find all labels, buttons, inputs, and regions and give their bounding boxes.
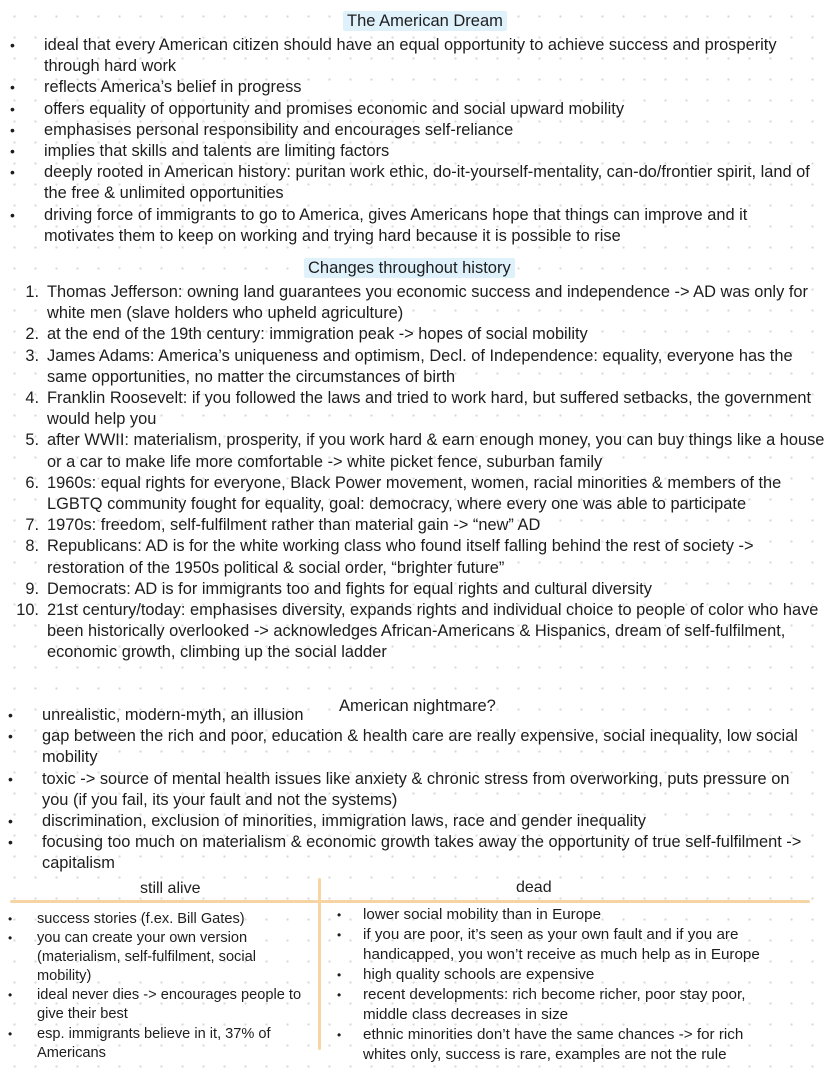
column-header-still-alive: still alive xyxy=(140,880,201,897)
item-text: after WWII: materialism, prosperity, if you work hard & earn enough money, you can buy things like a house or a car to make life more comfortable -> white picket fence, suburban family xyxy=(47,431,825,471)
item-text: 21st century/today: emphasises diversity, expands rights and individual choice to people of color who have been historically overlooked -> acknowledges African-Americans & Hispanics, dream of self-fulfilment, economic growth, climbing up the social ladder xyxy=(47,601,819,662)
list-item xyxy=(0,324,826,345)
item-text: Republicans: AD is for the white working class who found itself falling behind the rest of society -> restoration of the 1950s political & social order, “brighter future” xyxy=(47,537,754,577)
item-number: 9. xyxy=(25,579,39,598)
list-item: • focusing too much on materialism & economic growth takes away the opportunity of true self-fulfilment -> capitalism xyxy=(0,832,808,874)
item-text: Thomas Jefferson: owning land guarantees you economic success and independence -> AD was only for white men (slave holders who upheld agriculture) xyxy=(47,283,808,323)
list-item xyxy=(0,430,826,472)
history-list xyxy=(0,282,826,664)
table-divider-horizontal xyxy=(10,900,810,903)
item-text: 1960s: equal rights for everyone, Black Power movement, women, racial minorities & members of the LGBTQ community fought for equality, goal: democracy, where every one was able to participate xyxy=(47,473,782,514)
still-alive-list xyxy=(0,910,312,1063)
item-number: 7. xyxy=(25,516,39,535)
list-item: • offers equality of opportunity and promises economic and social upward mobility xyxy=(0,99,812,120)
list-item xyxy=(0,536,826,578)
list-item xyxy=(0,600,826,664)
list-item xyxy=(0,282,826,324)
item-number: 3. xyxy=(25,346,39,365)
section-title-nightmare: American nightmare? xyxy=(339,697,496,715)
list-item: • discrimination, exclusion of minorities, immigration laws, race and gender inequality xyxy=(0,811,808,832)
item-text: 1970s: freedom, self-fulfilment rather than material gain -> “new” AD xyxy=(47,516,541,535)
list-item: • emphasises personal responsibility and encourages self-reliance xyxy=(0,120,812,141)
list-item xyxy=(0,579,826,600)
list-item xyxy=(0,346,826,388)
list-item: • ethnic minorities don’t have the same chances -> for rich whites only, success is rare, examples are not the rule xyxy=(319,1025,809,1065)
list-item: • implies that skills and talents are limiting factors xyxy=(0,141,812,162)
list-item xyxy=(0,388,826,430)
list-item: • toxic -> source of mental health issues like anxiety & chronic stress from overworking, puts pressure on you (if you fail, its your fault and not the systems) xyxy=(0,769,808,811)
item-number: 1. xyxy=(25,283,39,301)
list-item: • reflects America’s belief in progress xyxy=(0,77,812,98)
section-title-changes: Changes throughout history xyxy=(304,258,515,278)
item-number: 6. xyxy=(25,473,39,492)
list-item: • ideal never dies -> encourages people to give their best xyxy=(0,986,312,1024)
list-item: • success stories (f.ex. Bill Gates) xyxy=(0,910,312,929)
list-item: • ideal that every American citizen should have an equal opportunity to achieve success and prosperity through hard work xyxy=(0,35,812,77)
item-text: at the end of the 19th century: immigration peak -> hopes of social mobility xyxy=(47,325,588,344)
list-item: • esp. immigrants believe in it, 37% of Americans xyxy=(0,1025,312,1063)
list-item: • deeply rooted in American history: puritan work ethic, do-it-yourself-mentality, can-do/frontier spirit, land of the free & unlimited opportunities xyxy=(0,162,812,204)
item-text: James Adams: America’s uniqueness and optimism, Decl. of Independence: equality, everyone has the same opportunities, no matter the circumstances of birth xyxy=(47,346,793,386)
item-number: 2. xyxy=(25,325,39,344)
list-item xyxy=(0,515,826,536)
list-item: • recent developments: rich become richer, poor stay poor, middle class decreases in size xyxy=(319,985,809,1025)
list-item: • driving force of immigrants to go to America, gives Americans hope that things can improve and it motivates them to keep on working and trying hard because it is possible to rise xyxy=(0,205,812,247)
item-number: 5. xyxy=(25,431,39,450)
american-dream-list xyxy=(0,35,812,247)
item-text: Democrats: AD is for immigrants too and fights for equal rights and cultural diversity xyxy=(47,579,652,598)
item-number: 10. xyxy=(16,601,39,620)
list-item xyxy=(0,473,826,515)
list-item: • high quality schools are expensive xyxy=(319,965,809,985)
nightmare-list xyxy=(0,705,808,875)
list-item: • unrealistic, modern-myth, an illusion xyxy=(0,705,332,726)
column-header-dead: dead xyxy=(516,879,552,896)
item-number: 4. xyxy=(25,389,39,408)
item-text: Franklin Roosevelt: if you followed the laws and tried to work hard, but suffered setbacks, the government would help you xyxy=(47,389,812,429)
dead-list xyxy=(319,905,809,1065)
section-title-american-dream: The American Dream xyxy=(343,11,507,31)
list-item: • if you are poor, it’s seen as your own fault and if you are handicapped, you won’t receive as much help as in Europe xyxy=(319,925,809,965)
list-item: • lower social mobility than in Europe xyxy=(319,905,809,925)
list-item: • gap between the rich and poor, education & health care are really expensive, social inequality, low social mobility xyxy=(0,726,808,768)
list-item: • you can create your own version (materialism, self-fulfilment, social mobility) xyxy=(0,929,312,986)
item-number: 8. xyxy=(25,537,39,556)
